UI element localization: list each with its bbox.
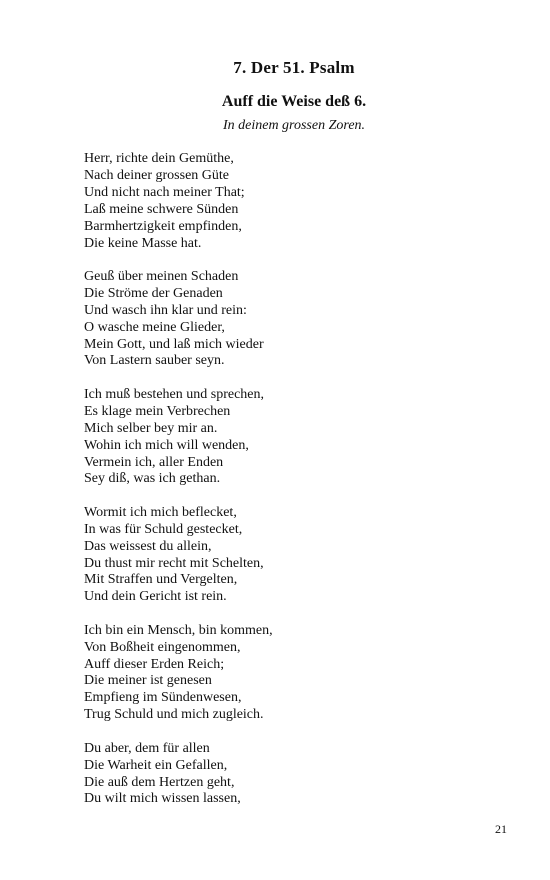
verse-line: O wasche meine Glieder,: [84, 319, 225, 335]
verse-line: Auff dieser Erden Reich;: [84, 656, 225, 672]
stanza-5: [84, 623, 504, 724]
verse-line: Die keine Masse hat.: [84, 235, 202, 251]
verse-line: Empfieng im Sündenwesen,: [84, 690, 242, 706]
verse-line: Ich muß bestehen und sprechen,: [84, 386, 264, 402]
stanza-4: [84, 505, 504, 606]
poem-body: [84, 151, 504, 825]
verse-line: Wohin ich mich will wenden,: [84, 437, 249, 453]
verse-line: Du wilt mich wissen lassen,: [84, 791, 241, 807]
page-number: 21: [495, 822, 507, 836]
verse-line: Von Lastern sauber seyn.: [84, 353, 225, 369]
verse-line: Nach deiner grossen Güte: [84, 167, 230, 183]
verse-line: Die auß dem Hertzen geht,: [84, 774, 235, 790]
verse-line: Herr, richte dein Gemüthe,: [84, 151, 234, 166]
stanza-1: [84, 151, 504, 252]
verse-line: Mit Straffen und Vergelten,: [84, 572, 238, 588]
verse-line: Mich selber bey mir an.: [84, 420, 218, 436]
verse-line: Trug Schuld und mich zugleich.: [84, 707, 264, 723]
verse-line: Es klage mein Verbrechen: [84, 403, 231, 419]
verse-line: Laß meine schwere Sünden: [84, 201, 239, 217]
verse-line: Du thust mir recht mit Schelten,: [84, 555, 264, 571]
verse-line: Wormit ich mich beflecket,: [84, 504, 237, 520]
stanza-6: [84, 741, 504, 809]
verse-line: In was für Schuld gestecket,: [84, 521, 243, 537]
verse-line: Ich bin ein Mensch, bin kommen,: [84, 622, 273, 638]
verse-line: Und nicht nach meiner That;: [84, 184, 245, 200]
verse-line: Du aber, dem für allen: [84, 740, 210, 756]
verse-line: Barmhertzigkeit empfinden,: [84, 218, 242, 234]
verse-line: Vermein ich, aller Enden: [84, 454, 224, 470]
verse-line: Geuß über meinen Schaden: [84, 268, 239, 284]
verse-line: Das weissest du allein,: [84, 538, 212, 554]
tune-reference: In deinem grossen Zoren.: [222, 118, 366, 133]
verse-line: Die Warheit ein Gefallen,: [84, 757, 228, 773]
stanza-2: [84, 269, 504, 370]
stanza-3: [84, 387, 504, 488]
verse-line: Sey diß, was ich gethan.: [84, 471, 221, 487]
verse-line: Die Ströme der Genaden: [84, 285, 223, 301]
psalm-title: 7. Der 51. Psalm: [233, 58, 355, 77]
verse-line: Mein Gott, und laß mich wieder: [84, 336, 264, 352]
verse-line: Und dein Gericht ist rein.: [84, 589, 227, 605]
psalm-subtitle: Auff die Weise deß 6.: [221, 93, 367, 110]
verse-line: Und wasch ihn klar und rein:: [84, 302, 247, 318]
verse-line: Von Boßheit eingenommen,: [84, 639, 241, 655]
verse-line: Die meiner ist genesen: [84, 673, 212, 689]
